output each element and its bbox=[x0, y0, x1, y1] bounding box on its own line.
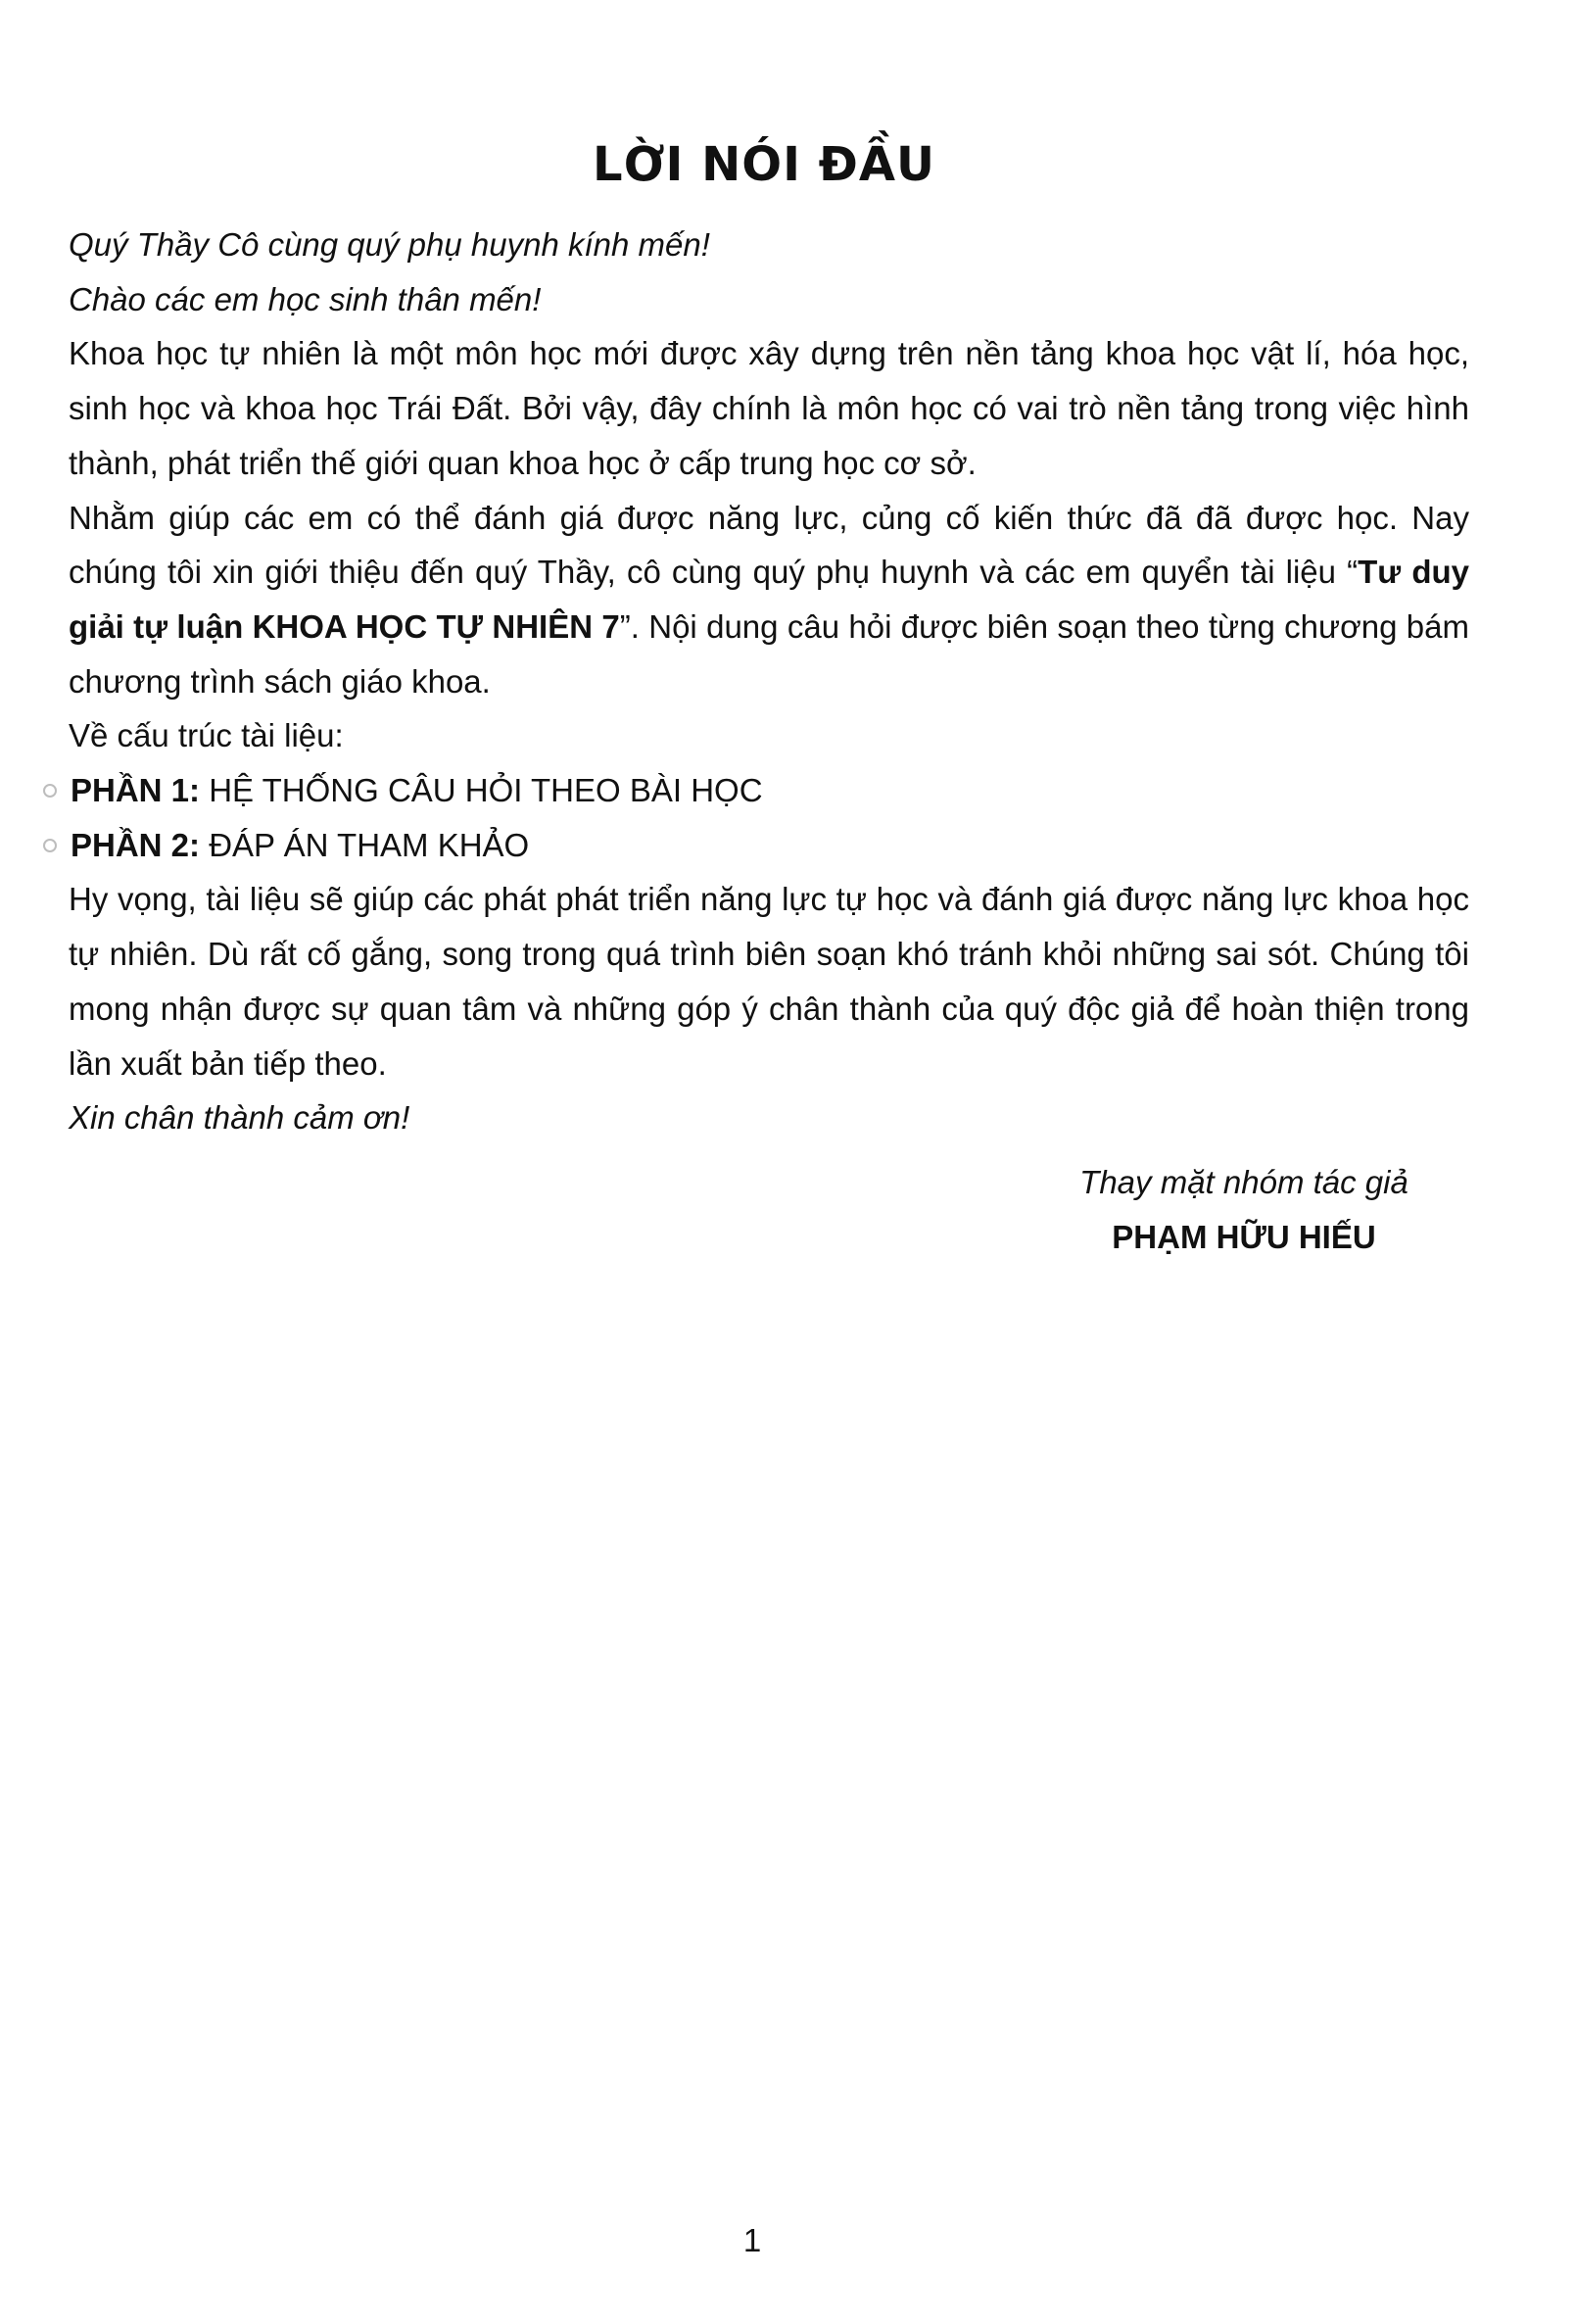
paragraph-purpose-after: ”. Nội dung câu hỏi được biên soạn theo từng chương bám chương trình sách giáo khoa. bbox=[69, 607, 1469, 700]
page-number: 1 bbox=[742, 2222, 762, 2258]
paragraph-purpose-before: Nhằm giúp các em có thể đánh giá được năng lực, củng cố kiến thức đã đã được học. Nay chúng tôi xin giới thiệu đến quý Thầy, cô cùng quý phụ huynh và các em quyển tài liệu “ bbox=[69, 499, 1469, 591]
part-2-item bbox=[43, 818, 1469, 873]
signature-role: Thay mặt nhóm tác giả bbox=[1079, 1164, 1408, 1200]
circle-bullet-icon bbox=[43, 839, 57, 852]
book-title: Tư duy giải tự luận KHOA HỌC TỰ NHIÊN 7 bbox=[69, 554, 1469, 645]
part-1-text: HỆ THỐNG CÂU HỎI THEO BÀI HỌC bbox=[200, 772, 763, 809]
part-2-label: PHẦN 2: bbox=[71, 826, 201, 863]
structure-intro: Về cấu trúc tài liệu: bbox=[69, 717, 344, 754]
preface-body bbox=[43, 218, 1469, 1145]
paragraph-hope: Hy vọng, tài liệu sẽ giúp các phát phát triển năng lực tự học và đánh giá được năng lực khoa học tự nhiên. Dù rất cố gắng, song trong quá trình biên soạn khó tránh khỏi những sai sót. Chúng tôi mong nhận được sự quan tâm và những góp ý chân thành của quý độc giả để hoàn thiện trong lần xuất bản tiếp theo. bbox=[69, 881, 1469, 1082]
paragraph-intro: Khoa học tự nhiên là một môn học mới được xây dựng trên nền tảng khoa học vật lí, hóa học, sinh học và khoa học Trái Đất. Bởi vậy, đây chính là môn học có vai trò nền tảng trong việc hình thành, phát triển thế giới quan khoa học ở cấp trung học cơ sở. bbox=[69, 335, 1469, 481]
part-2-text: ĐÁP ÁN THAM KHẢO bbox=[200, 826, 530, 863]
part-1-label: PHẦN 1: bbox=[71, 772, 201, 809]
signature-name: PHẠM HỮU HIẾU bbox=[1112, 1219, 1376, 1255]
part-1-item bbox=[43, 763, 1469, 818]
greeting-parents: Quý Thầy Cô cùng quý phụ huynh kính mến! bbox=[69, 226, 710, 263]
paragraph-purpose bbox=[43, 491, 1469, 709]
greeting-students: Chào các em học sinh thân mến! bbox=[69, 280, 542, 317]
page-title: LỜI NÓI ĐẦU bbox=[593, 137, 935, 192]
closing-thanks: Xin chân thành cảm ơn! bbox=[69, 1099, 410, 1137]
circle-bullet-icon bbox=[43, 784, 57, 798]
